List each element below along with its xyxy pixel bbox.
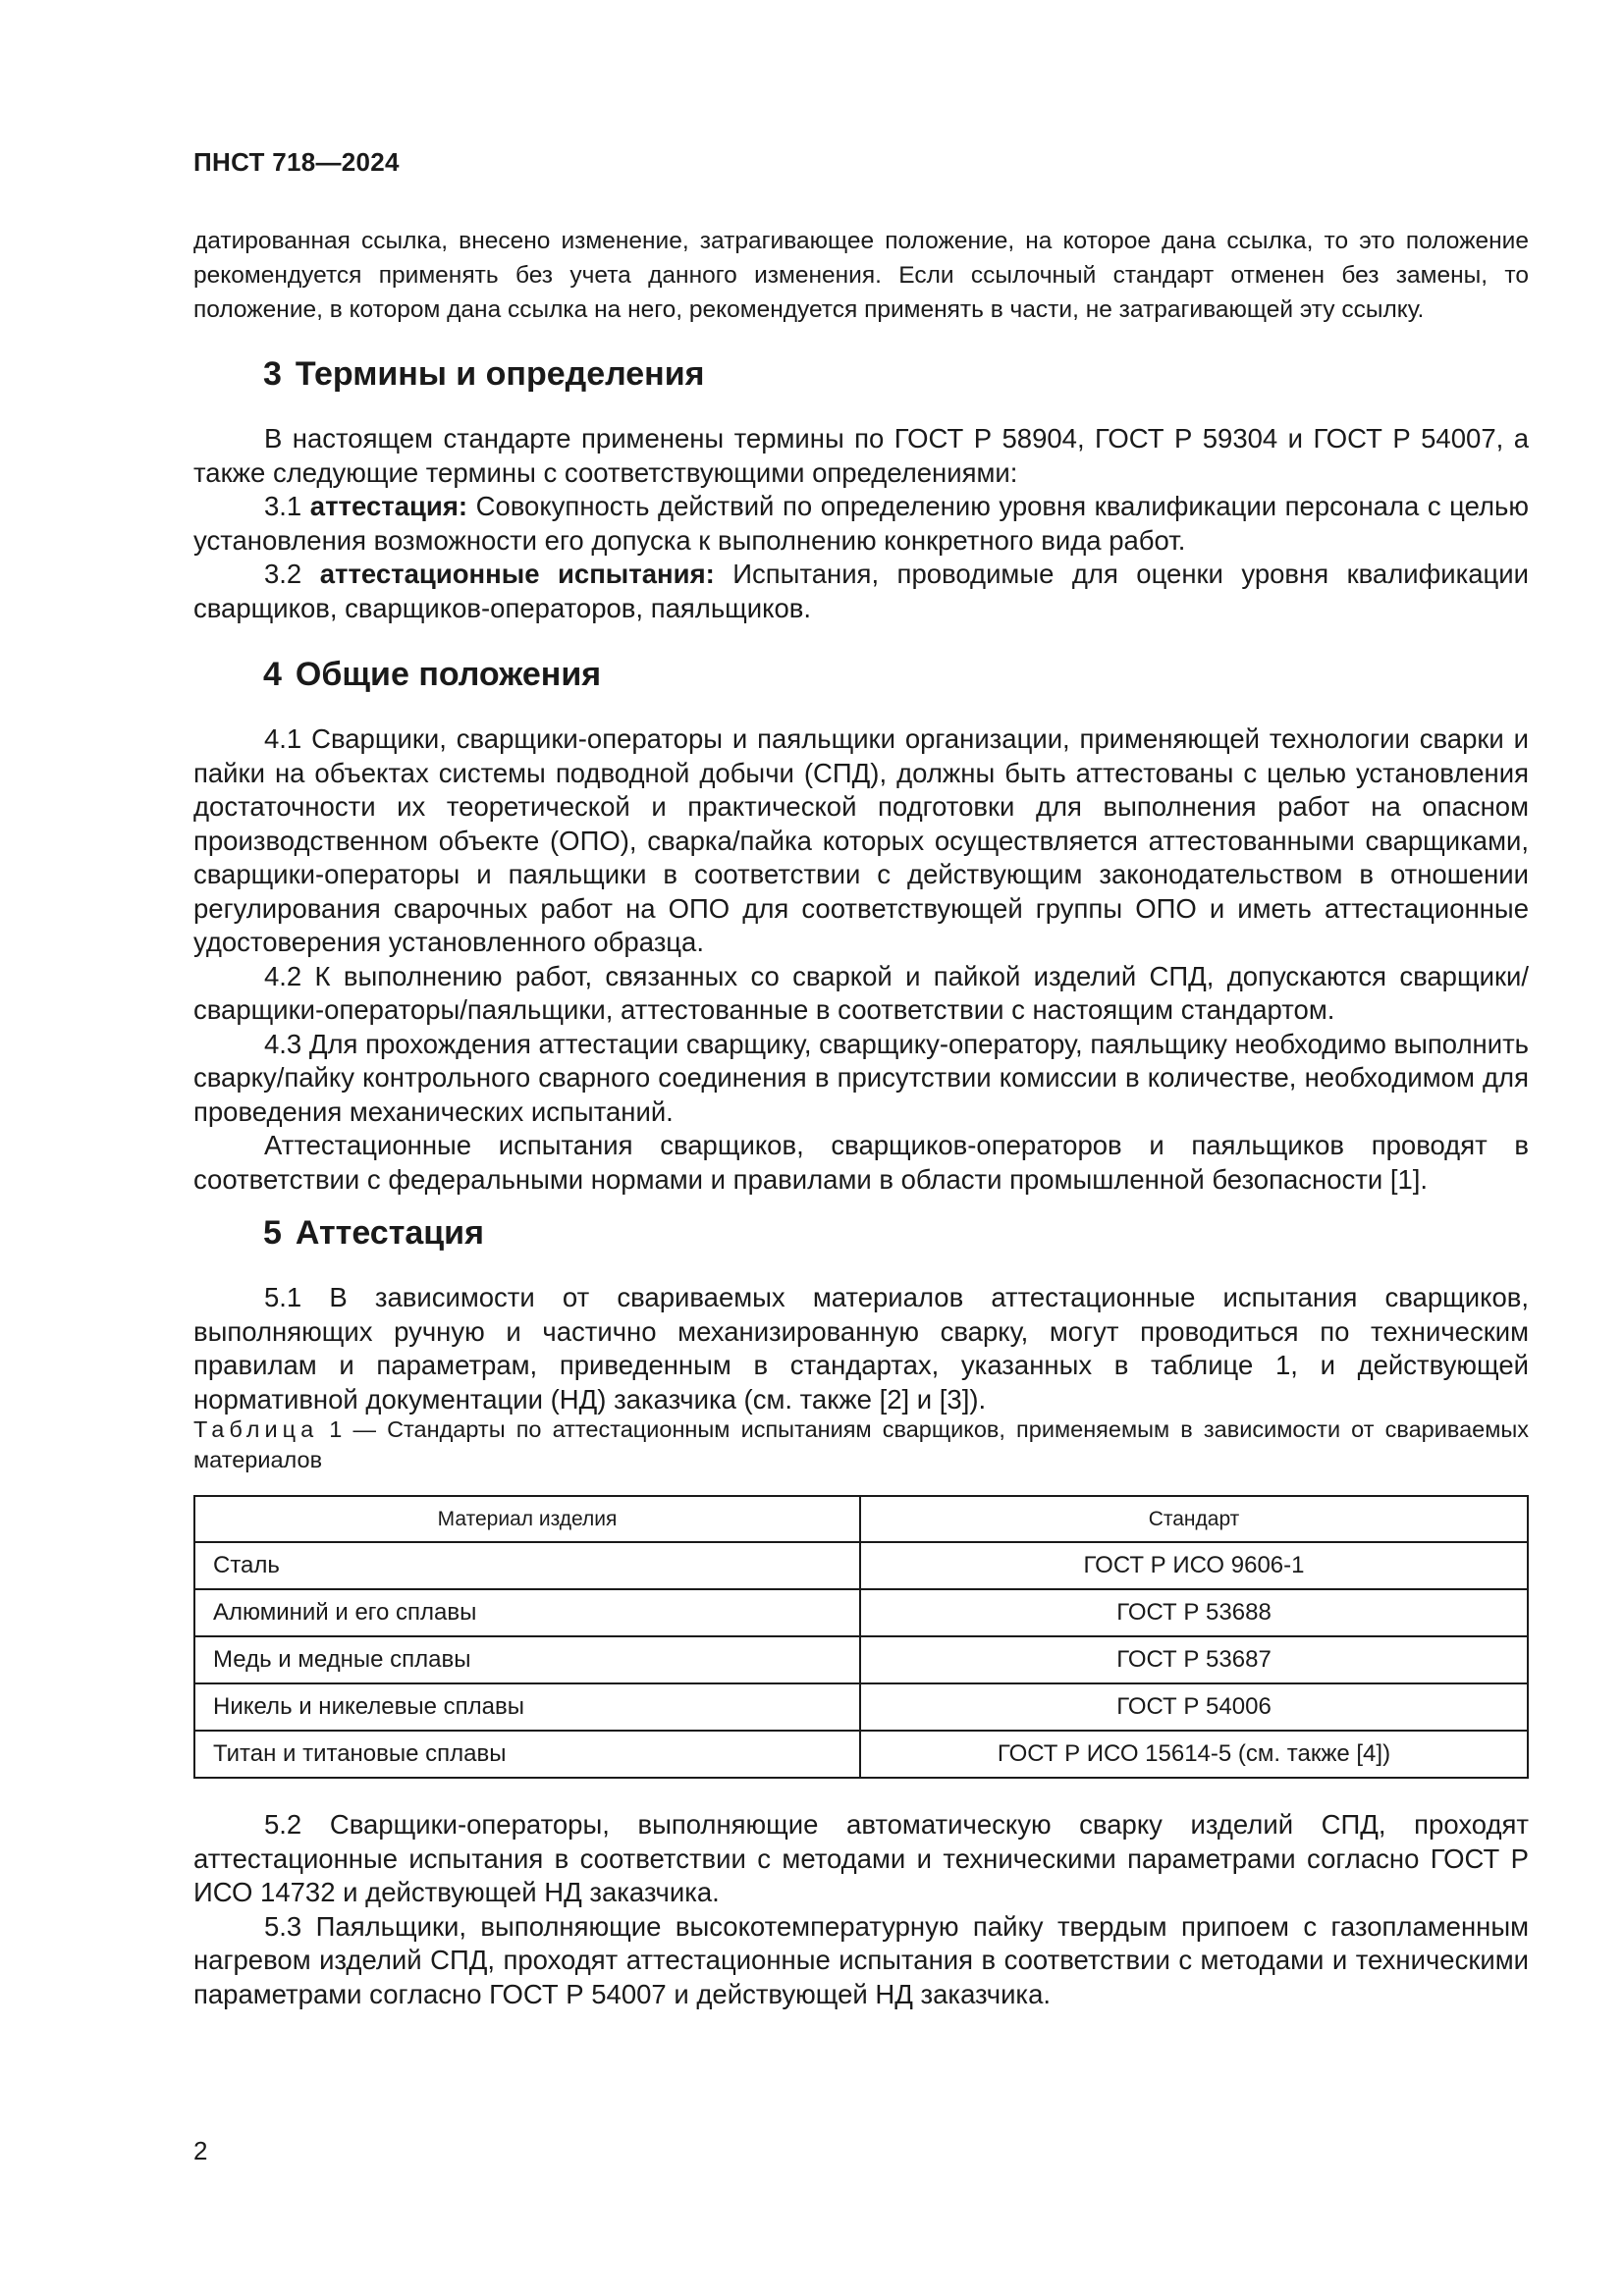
table-cell-standard: ГОСТ Р ИСО 15614-5 (см. также [4]) [860, 1731, 1528, 1778]
section-5-title: Аттестация [295, 1214, 484, 1252]
term-3-1 [193, 490, 1529, 558]
paragraph-4-2: 4.2 К выполнению работ, связанных со сваркой и пайкой изделий СПД, допускаются сварщики/сварщики-операторы/паяльщики, аттестованные в соответствии с настоящим стандартом. [193, 960, 1529, 1025]
table-cell-standard: ГОСТ Р 53688 [860, 1589, 1528, 1636]
table-header-row [194, 1496, 1528, 1542]
section-3-title: Термины и определения [295, 355, 705, 393]
paragraph-4-3: 4.3 Для прохождения аттестации сварщику, сварщику-оператору, паяльщику необходимо выполнить сварку/пайку контрольного сварного соединения в присутствии комиссии в количестве, необходимом для проведения механических испытаний. [193, 1028, 1529, 1127]
table-row [194, 1589, 1528, 1636]
term-3-2 [193, 558, 1529, 625]
document-id-header: ПНСТ 718—2024 [193, 147, 400, 177]
section-4-body [193, 722, 1529, 1197]
intro-text: датированная ссылка, внесено изменение, затрагивающее положение, на которое дана ссылка, то это положение рекомендуется применять без учета данного изменения. Если ссылочный стандарт отменен без замены, то положение, в котором дана ссылка на него, рекомендуется применять в части, не затрагивающей эту ссылку. [193, 228, 1529, 323]
table-cell-standard: ГОСТ Р 54006 [860, 1683, 1528, 1731]
table-cell-material: Сталь [194, 1542, 860, 1589]
section-5-body [193, 1281, 1529, 1416]
paragraph-5-2: 5.2 Сварщики-операторы, выполняющие автоматическую сварку изделий СПД, проходят аттестационные испытания в соответствии с методами и техническими параметрами согласно ГОСТ Р ИСО 14732 и действующей НД заказчика. [193, 1809, 1529, 1907]
standards-table [193, 1495, 1529, 1779]
section-3-number: 3 [263, 355, 282, 393]
section-5-heading [263, 1214, 484, 1253]
table-row [194, 1636, 1528, 1683]
paragraph-5-1: 5.1 В зависимости от свариваемых материалов аттестационные испытания сварщиков, выполняющих ручную и частично механизированную сварку, могут проводиться по техническим правилам и параметрам, приведенным в стандартах, указанных в таблице 1, и действующей нормативной документации (НД) заказчика (см. также [2] и [3]). [193, 1282, 1529, 1415]
section-3-intro: В настоящем стандарте применены термины по ГОСТ Р 58904, ГОСТ Р 59304 и ГОСТ Р 54007, а также следующие термины с соответствующими определениями: [193, 423, 1529, 488]
table-row [194, 1542, 1528, 1589]
table-cell-material: Титан и титановые сплавы [194, 1731, 860, 1778]
table-cell-material: Алюминий и его сплавы [194, 1589, 860, 1636]
table-1-caption [193, 1415, 1529, 1475]
table-caption-text: 1 — Стандарты по аттестационным испытаниям сварщиков, применяемым в зависимости от свариваемых материалов [193, 1416, 1530, 1472]
section-5-number: 5 [263, 1214, 282, 1252]
term-3-1-term: аттестация: [309, 491, 468, 521]
paragraph-5-3: 5.3 Паяльщики, выполняющие высокотемпературную пайку твердым припоем с газопламенным нагревом изделий СПД, проходят аттестационные испытания в соответствии с методами и техническими параметрами согласно ГОСТ Р 54007 и действующей НД заказчика. [193, 1910, 1529, 2009]
table-row [194, 1683, 1528, 1731]
term-3-2-term: аттестационные испытания: [319, 559, 715, 589]
table-cell-material: Медь и медные сплавы [194, 1636, 860, 1683]
paragraph-4-1: 4.1 Сварщики, сварщики-операторы и паяльщики организации, применяющей технологии сварки и пайки на объектах системы подводной добычи (СПД), должны быть аттестованы с целью установления достаточности их теоретической и практической подготовки для выполнения работ на опасном производственном объекте (ОПО), сварка/пайка которых осуществляется аттестованными сварщиками, сварщики-операторы и паяльщики в соответствии с действующим законодательством в отношении регулирования сварочных работ на ОПО для соответствующей группы ОПО и иметь аттестационные удостоверения установленного образца. [193, 723, 1529, 957]
section-5-continuation [193, 1808, 1529, 2011]
section-4-number: 4 [263, 656, 282, 693]
intro-paragraph [193, 224, 1529, 327]
term-3-1-definition: Совокупность действий по определению уровня квалификации персонала с целью установления возможности его допуска к выполнению конкретного вида работ. [193, 491, 1529, 556]
term-3-2-definition: Испытания, проводимые для оценки уровня квалификации сварщиков, сварщиков-операторов, паяльщиков. [193, 559, 1529, 623]
table-cell-material: Никель и никелевые сплавы [194, 1683, 860, 1731]
section-3-body [193, 422, 1529, 625]
table-cell-standard: ГОСТ Р 53687 [860, 1636, 1528, 1683]
table-cell-standard: ГОСТ Р ИСО 9606-1 [860, 1542, 1528, 1589]
table-header-standard: Стандарт [860, 1496, 1528, 1542]
table-caption-label: Таблица [193, 1416, 319, 1442]
section-3-heading [263, 355, 704, 394]
section-4-heading [263, 656, 601, 694]
paragraph-4-4: Аттестационные испытания сварщиков, сварщиков-операторов и паяльщиков проводят в соответствии с федеральными нормами и правилами в области промышленной безопасности [1]. [193, 1130, 1529, 1195]
section-4-title: Общие положения [295, 656, 602, 693]
table-header-material: Материал изделия [194, 1496, 860, 1542]
page-number: 2 [193, 2136, 208, 2165]
term-3-1-number: 3.1 [264, 491, 302, 521]
table-row [194, 1731, 1528, 1778]
term-3-2-number: 3.2 [264, 559, 302, 589]
